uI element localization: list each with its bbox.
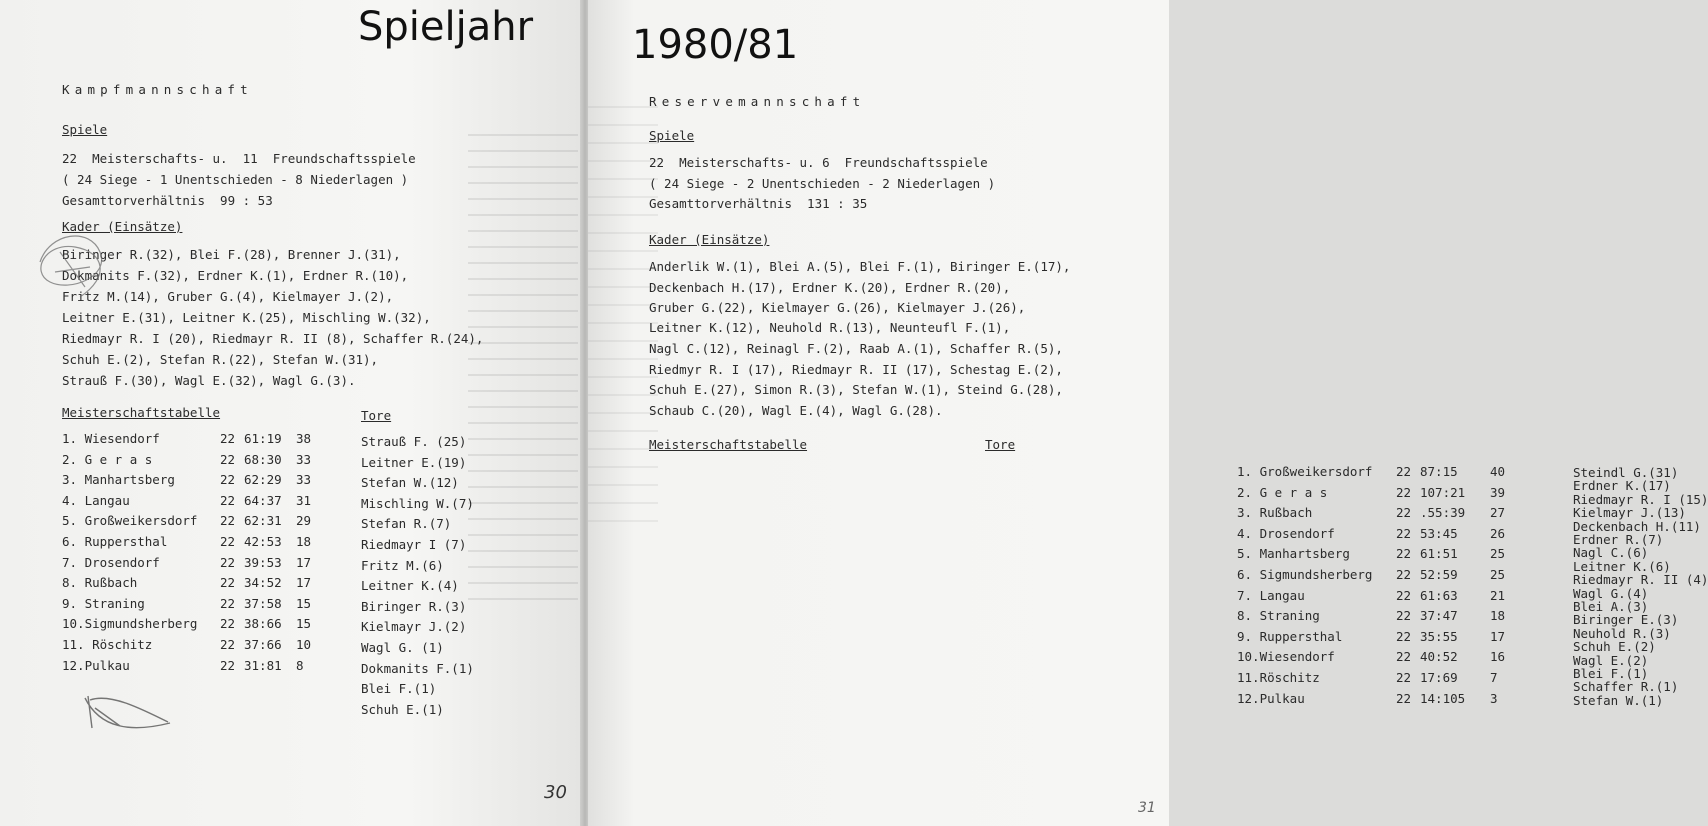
scorer-entry: Blei F.(1) (361, 681, 437, 697)
table-games: 22 (1396, 587, 1412, 603)
table-goals: 39:53 (244, 554, 282, 570)
table-team: 9. Ruppersthal (1237, 628, 1343, 644)
table-goals: 37:66 (244, 637, 282, 652)
table-goals: 35:55 (1420, 628, 1458, 644)
table-games: 22 (220, 575, 236, 591)
table-goals: 40:52 (1420, 649, 1458, 665)
table-team: 10.Sigmundsherberg (62, 616, 198, 632)
scorer-entry: Stefan W.(1) (1573, 692, 1664, 708)
table-games: 22 (220, 637, 236, 652)
scorer-entry: Erdner R.(7) (1573, 532, 1664, 547)
table-goals: 61:19 (244, 431, 282, 446)
table-team: 9. Straning (62, 595, 145, 611)
table-games: 22 (1396, 505, 1412, 521)
kader-line: Schuh E.(2), Stefan R.(22), Stefan W.(31), (62, 352, 379, 367)
scorer-entry: Wagl G. (1) (361, 640, 444, 655)
table-team: 1. Wiesendorf (62, 431, 160, 446)
spiele-line: ( 24 Siege - 2 Unentschieden - 2 Niederlagen ) (649, 176, 996, 191)
scorer-entry: Schaffer R.(1) (1573, 679, 1679, 695)
table-team: 7. Langau (1237, 587, 1305, 603)
spiele-line: 22 Meisterschafts- u. 6 Freundschaftsspiele (649, 155, 988, 170)
table-points: 38 (296, 431, 312, 446)
table-team: 6. Sigmundsherberg (1237, 567, 1373, 582)
table-points: 15 (296, 616, 312, 632)
table-games: 22 (220, 554, 236, 570)
table-team: 3. Rußbach (1237, 505, 1313, 521)
scorer-entry: Nagl C.(6) (1573, 545, 1649, 561)
table-games: 22 (220, 616, 236, 632)
table-team: 1. Großweikersdorf (1237, 464, 1373, 479)
table-games: 22 (1396, 567, 1412, 582)
table-points: 25 (1490, 546, 1506, 562)
scorer-entry: Mischling W.(7) (361, 495, 474, 511)
table-points: 17 (296, 575, 312, 591)
table-games: 22 (1396, 690, 1412, 706)
tore-heading-right: Tore (985, 437, 1016, 452)
table-games: 22 (220, 513, 236, 529)
kader-line: Dokmanits F.(32), Erdner K.(1), Erdner R.(10), (62, 268, 409, 283)
table-team: 10.Wiesendorf (1237, 649, 1335, 665)
show-through-text (468, 120, 578, 780)
scorer-entry: Stefan R.(7) (361, 516, 452, 532)
scorer-entry: Blei F.(1) (1573, 666, 1649, 681)
table-goals: 53:45 (1420, 525, 1458, 541)
table-goals: 64:37 (244, 492, 282, 508)
table-points: 18 (1490, 608, 1506, 624)
scorer-entry: Leitner K.(4) (361, 578, 459, 594)
table-points: 3 (1490, 690, 1498, 706)
kader-line: Riedmayr R. I (20), Riedmayr R. II (8), Schaffer R.(24), (62, 331, 484, 346)
scorer-entry: Fritz M.(6) (361, 557, 444, 573)
scorer-entry: Kielmayr J.(2) (361, 619, 467, 635)
table-goals: 62:31 (244, 513, 282, 529)
scorer-entry: Erdner K.(17) (1573, 478, 1671, 494)
scorer-entry: Biringer E.(3) (1573, 612, 1679, 628)
team-heading-reservemannschaft: Reservemannschaft (649, 94, 866, 109)
right-page (588, 0, 1708, 826)
table-heading-right: Meisterschaftstabelle (649, 437, 808, 452)
table-points: 15 (296, 595, 312, 611)
table-goals: 42:53 (244, 534, 282, 549)
table-team: 3. Manhartsberg (62, 472, 175, 488)
scorer-entry: Kielmayr J.(13) (1573, 505, 1686, 521)
table-games: 22 (1396, 649, 1412, 665)
scorer-entry: Riedmayr R. I (15) (1573, 491, 1708, 507)
scorer-entry: Neuhold R.(3) (1573, 625, 1671, 641)
table-games: 22 (220, 472, 236, 488)
table-goals: 34:52 (244, 575, 282, 591)
kader-line: Riedmyr R. I (17), Riedmayr R. II (17), Schestag E.(2), (649, 362, 1063, 377)
table-team: 4. Drosendorf (1237, 525, 1335, 541)
table-team: 5. Großweikersdorf (62, 513, 198, 529)
left-page (0, 0, 582, 826)
scorer-entry: Schuh E.(1) (361, 701, 444, 717)
kader-line: Strauß F.(30), Wagl E.(32), Wagl G.(3). (62, 373, 356, 388)
pencil-doodle-bottom (80, 688, 180, 738)
table-points: 7 (1490, 670, 1498, 685)
table-goals: 17:69 (1420, 670, 1458, 685)
scorer-entry: Riedmayr I (7) (361, 537, 467, 552)
table-games: 22 (220, 492, 236, 508)
scorer-entry: Blei A.(3) (1573, 599, 1649, 614)
table-team: 2. G e r a s (1237, 484, 1328, 500)
table-points: 40 (1490, 464, 1506, 479)
kader-heading-right: Kader (Einsätze) (649, 232, 770, 247)
table-points: 8 (296, 657, 304, 673)
table-goals: 87:15 (1420, 464, 1458, 479)
table-games: 22 (1396, 525, 1412, 541)
kader-line: Fritz M.(14), Gruber G.(4), Kielmayer J.(2), (62, 289, 394, 304)
scorer-entry: Stefan W.(12) (361, 475, 459, 491)
table-points: 39 (1490, 484, 1506, 500)
table-games: 22 (220, 451, 236, 467)
table-games: 22 (220, 657, 236, 673)
scorer-entry: Strauß F. (25) (361, 434, 467, 449)
scorer-entry: Leitner K.(6) (1573, 558, 1671, 574)
table-team: 7. Drosendorf (62, 554, 160, 570)
table-games: 22 (1396, 670, 1412, 685)
table-games: 22 (220, 534, 236, 549)
table-games: 22 (220, 595, 236, 611)
table-team: 4. Langau (62, 492, 130, 508)
table-goals: 31:81 (244, 657, 282, 673)
kader-line: Deckenbach H.(17), Erdner K.(20), Erdner R.(20), (649, 280, 1011, 295)
table-team: 5. Manhartsberg (1237, 546, 1350, 562)
table-heading-left: Meisterschaftstabelle (62, 405, 221, 420)
table-games: 22 (1396, 484, 1412, 500)
table-points: 17 (1490, 628, 1506, 644)
table-team: 12.Pulkau (62, 657, 130, 673)
table-goals: 52:59 (1420, 567, 1458, 582)
table-points: 29 (296, 513, 312, 529)
table-points: 18 (296, 534, 312, 549)
table-games: 22 (220, 431, 236, 446)
table-goals: 37:47 (1420, 608, 1458, 624)
table-points: 21 (1490, 587, 1506, 603)
table-points: 27 (1490, 505, 1506, 521)
tore-heading-left: Tore (361, 408, 392, 423)
kader-line: Gruber G.(22), Kielmayer G.(26), Kielmayer J.(26), (649, 300, 1026, 315)
table-team: 2. G e r a s (62, 451, 153, 467)
table-points: 31 (296, 492, 312, 508)
scorer-entry: Leitner E.(19) (361, 454, 467, 470)
scorer-entry: Riedmayr R. II (4) (1573, 572, 1708, 588)
table-goals: 68:30 (244, 451, 282, 467)
kader-line: Nagl C.(12), Reinagl F.(2), Raab A.(1), Schaffer R.(5), (649, 341, 1063, 356)
scorer-entry: Dokmanits F.(1) (361, 660, 474, 676)
table-points: 25 (1490, 567, 1506, 582)
table-goals: 38:66 (244, 616, 282, 632)
kader-line: Schuh E.(27), Simon R.(3), Stefan W.(1), Steind G.(28), (649, 382, 1063, 397)
spiele-line: Gesamttorverhältnis 131 : 35 (649, 196, 868, 211)
scorer-entry: Schuh E.(2) (1573, 639, 1656, 655)
table-team: 11. Röschitz (62, 637, 153, 652)
spiele-line: 22 Meisterschafts- u. 11 Freundschaftsspiele (62, 151, 416, 166)
table-team: 12.Pulkau (1237, 690, 1305, 706)
kader-heading-left: Kader (Einsätze) (62, 219, 183, 234)
page-title-left: Spieljahr (358, 4, 534, 50)
kader-line: Leitner E.(31), Leitner K.(25), Mischling W.(32), (62, 310, 431, 325)
table-games: 22 (1396, 628, 1412, 644)
table-goals: 61:51 (1420, 546, 1458, 562)
spiele-line: Gesamttorverhältnis 99 : 53 (62, 193, 273, 208)
spiele-heading-right: Spiele (649, 128, 695, 143)
kader-line: Schaub C.(20), Wagl E.(4), Wagl G.(28). (649, 403, 943, 418)
table-points: 10 (296, 637, 312, 652)
kader-line: Anderlik W.(1), Blei A.(5), Blei F.(1), Biringer E.(17), (649, 259, 1071, 274)
table-goals: 107:21 (1420, 484, 1466, 500)
table-points: 17 (296, 554, 312, 570)
table-points: 33 (296, 472, 312, 488)
table-goals: 62:29 (244, 472, 282, 488)
show-through-text (588, 90, 658, 650)
table-goals: 61:63 (1420, 587, 1458, 603)
page-title-right: 1980/81 (632, 22, 799, 68)
table-team: 11.Röschitz (1237, 670, 1320, 685)
table-team: 8. Rußbach (62, 575, 138, 591)
table-team: 8. Straning (1237, 608, 1320, 624)
page-number-right: 31 (1138, 800, 1156, 816)
spiele-heading-left: Spiele (62, 122, 108, 137)
table-games: 22 (1396, 608, 1412, 624)
table-goals: 37:58 (244, 595, 282, 611)
kader-line: Leitner K.(12), Neuhold R.(13), Neunteufl F.(1), (649, 320, 1011, 335)
scorer-entry: Wagl E.(2) (1573, 652, 1649, 668)
table-points: 26 (1490, 525, 1506, 541)
scorer-entry: Wagl G.(4) (1573, 585, 1649, 601)
scorer-entry: Steindl G.(31) (1573, 465, 1679, 480)
table-goals: .55:39 (1420, 505, 1466, 521)
page-number-left: 30 (544, 782, 567, 803)
scorer-entry: Deckenbach H.(11) (1573, 518, 1701, 534)
table-points: 33 (296, 451, 312, 467)
spiele-line: ( 24 Siege - 1 Unentschieden - 8 Niederlagen ) (62, 172, 409, 187)
table-team: 6. Ruppersthal (62, 534, 168, 549)
team-heading-kampfmannschaft: Kampfmannschaft (62, 82, 253, 97)
table-goals: 14:105 (1420, 690, 1466, 706)
table-points: 16 (1490, 649, 1506, 665)
table-games: 22 (1396, 546, 1412, 562)
scorer-entry: Biringer R.(3) (361, 598, 467, 614)
table-games: 22 (1396, 464, 1412, 479)
kader-line: Biringer R.(32), Blei F.(28), Brenner J.(31), (62, 247, 401, 262)
